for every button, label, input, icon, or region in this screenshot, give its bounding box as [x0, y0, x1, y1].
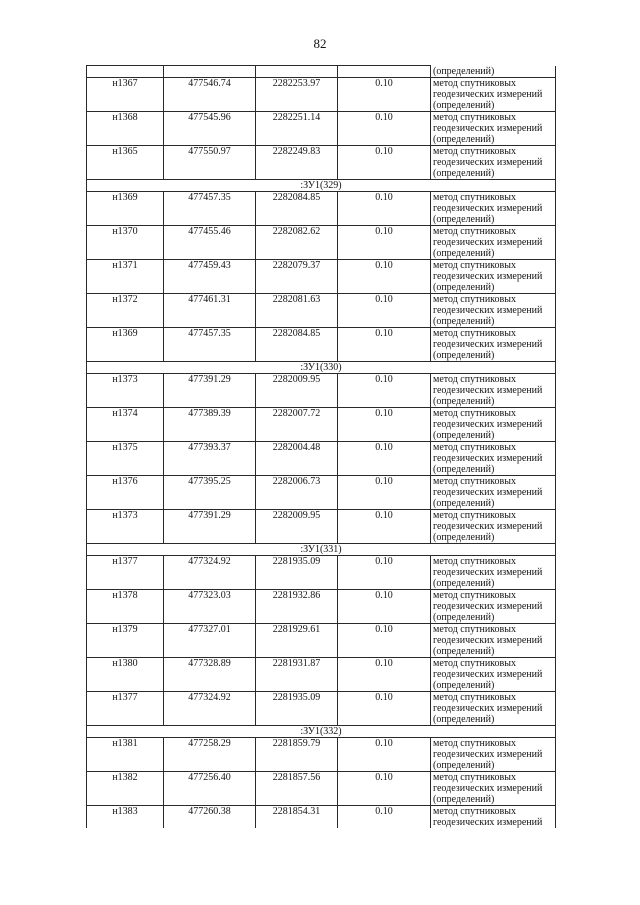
point-id-cell: н1376: [87, 476, 164, 510]
method-text-line: геодезических измерений: [433, 123, 543, 134]
section-header-row: [87, 180, 556, 192]
y-coordinate-cell: 2281931.87: [256, 658, 338, 692]
method-cell: [431, 294, 556, 328]
accuracy-cell: 0.10: [338, 260, 431, 294]
method-text-line: метод спутниковых: [433, 146, 516, 157]
method-cell: [431, 476, 556, 510]
coordinates-table: [86, 65, 556, 828]
point-id-cell: н1383: [87, 806, 164, 829]
method-text-line: (определений): [433, 714, 495, 725]
accuracy-cell: 0.10: [338, 738, 431, 772]
method-text-line: (определений): [433, 680, 495, 691]
method-text-line: метод спутниковых: [433, 692, 516, 703]
table-row: [87, 692, 556, 726]
point-id-cell: н1367: [87, 78, 164, 112]
method-text-line: геодезических измерений: [433, 521, 543, 532]
method-text-line: метод спутниковых: [433, 374, 516, 385]
method-cell: [431, 112, 556, 146]
point-id-cell: н1378: [87, 590, 164, 624]
method-text-line: геодезических измерений: [433, 487, 543, 498]
method-text-line: (определений): [433, 214, 495, 225]
table-row: [87, 590, 556, 624]
method-text-line: метод спутниковых: [433, 556, 516, 567]
y-coordinate-cell: 2282251.14: [256, 112, 338, 146]
accuracy-cell: 0.10: [338, 510, 431, 544]
method-text-line: геодезических измерений: [433, 669, 543, 680]
table-row: [87, 442, 556, 476]
method-cell: [431, 78, 556, 112]
method-text-line: геодезических измерений: [433, 783, 543, 794]
method-text-line: метод спутниковых: [433, 294, 516, 305]
method-text-line: геодезических измерений: [433, 635, 543, 646]
method-cell: [431, 374, 556, 408]
method-text-line: геодезических измерений: [433, 567, 543, 578]
accuracy-cell: 0.10: [338, 658, 431, 692]
y-coordinate-cell: 2281859.79: [256, 738, 338, 772]
method-cell: [431, 806, 556, 829]
y-coordinate-cell: 2282249.83: [256, 146, 338, 180]
method-cell: [431, 260, 556, 294]
method-text-line: геодезических измерений: [433, 703, 543, 714]
method-cell: [431, 192, 556, 226]
x-coordinate-cell: 477393.37: [164, 442, 256, 476]
accuracy-cell: 0.10: [338, 78, 431, 112]
x-coordinate-cell: 477327.01: [164, 624, 256, 658]
table-row: [87, 260, 556, 294]
point-id-cell: н1370: [87, 226, 164, 260]
method-text-line: (определений): [433, 282, 495, 293]
y-coordinate-cell: 2282007.72: [256, 408, 338, 442]
point-id-cell: н1373: [87, 374, 164, 408]
accuracy-cell: 0.10: [338, 408, 431, 442]
method-text-line: метод спутниковых: [433, 78, 516, 89]
accuracy-cell: 0.10: [338, 442, 431, 476]
y-coordinate-cell: 2282006.73: [256, 476, 338, 510]
method-text-line: (определений): [433, 248, 495, 259]
method-text-line: геодезических измерений: [433, 89, 543, 100]
method-cell: [431, 66, 556, 78]
method-text-line: геодезических измерений: [433, 817, 543, 828]
method-text-line: геодезических измерений: [433, 237, 543, 248]
point-id-cell: н1369: [87, 192, 164, 226]
method-text-line: (определений): [433, 532, 495, 543]
method-cell: [431, 408, 556, 442]
accuracy-cell: 0.10: [338, 192, 431, 226]
accuracy-cell: 0.10: [338, 590, 431, 624]
table-row: [87, 328, 556, 362]
point-id-cell: н1375: [87, 442, 164, 476]
point-id-cell: н1371: [87, 260, 164, 294]
accuracy-cell: 0.10: [338, 328, 431, 362]
accuracy-cell: 0.10: [338, 476, 431, 510]
accuracy-cell: 0.10: [338, 112, 431, 146]
y-coordinate-cell: 2282084.85: [256, 328, 338, 362]
method-text-line: метод спутниковых: [433, 658, 516, 669]
accuracy-cell: 0.10: [338, 772, 431, 806]
y-coordinate-cell: 2282084.85: [256, 192, 338, 226]
y-coordinate-cell: 2281929.61: [256, 624, 338, 658]
point-id-cell: н1381: [87, 738, 164, 772]
accuracy-cell: 0.10: [338, 226, 431, 260]
table-row: [87, 806, 556, 829]
accuracy-cell: 0.10: [338, 556, 431, 590]
method-text-line: (определений): [433, 578, 495, 589]
y-coordinate-cell: 2282081.63: [256, 294, 338, 328]
method-text-line: (определений): [433, 612, 495, 623]
x-coordinate-cell: 477455.46: [164, 226, 256, 260]
table-row: [87, 772, 556, 806]
y-coordinate-cell: 2281854.31: [256, 806, 338, 829]
table-row: [87, 112, 556, 146]
method-text-line: метод спутниковых: [433, 260, 516, 271]
method-text-line: (определений): [433, 100, 495, 111]
point-id-cell: н1373: [87, 510, 164, 544]
method-cell: [431, 510, 556, 544]
table-row: [87, 476, 556, 510]
table-row: [87, 374, 556, 408]
accuracy-cell: 0.10: [338, 624, 431, 658]
section-header: :ЗУ1(331): [87, 544, 556, 556]
point-id-cell: н1369: [87, 328, 164, 362]
y-coordinate-cell: 2282004.48: [256, 442, 338, 476]
x-coordinate-cell: 477546.74: [164, 78, 256, 112]
method-text-line: метод спутниковых: [433, 772, 516, 783]
x-coordinate-cell: 477391.29: [164, 510, 256, 544]
method-text-line: метод спутниковых: [433, 226, 516, 237]
method-text-line: геодезических измерений: [433, 203, 543, 214]
point-id-cell: н1377: [87, 556, 164, 590]
method-text-line: метод спутниковых: [433, 328, 516, 339]
method-text-line: метод спутниковых: [433, 806, 516, 817]
method-cell: [431, 658, 556, 692]
table-row: [87, 192, 556, 226]
method-text-line: геодезических измерений: [433, 453, 543, 464]
empty-cell: [256, 66, 338, 78]
x-coordinate-cell: 477324.92: [164, 692, 256, 726]
continuation-row: [87, 66, 556, 78]
table-row: [87, 226, 556, 260]
section-header-row: [87, 726, 556, 738]
method-text-line: геодезических измерений: [433, 749, 543, 760]
table-row: [87, 738, 556, 772]
x-coordinate-cell: 477461.31: [164, 294, 256, 328]
table-row: [87, 556, 556, 590]
x-coordinate-cell: 477391.29: [164, 374, 256, 408]
method-text-line: (определений): [433, 760, 495, 771]
method-text-line: (определений): [433, 430, 495, 441]
method-text-line: метод спутниковых: [433, 738, 516, 749]
table-row: [87, 658, 556, 692]
method-text-line: метод спутниковых: [433, 590, 516, 601]
method-text-line: (определений): [433, 794, 495, 805]
x-coordinate-cell: 477545.96: [164, 112, 256, 146]
x-coordinate-cell: 477324.92: [164, 556, 256, 590]
point-id-cell: н1379: [87, 624, 164, 658]
method-text-line: (определений): [433, 316, 495, 327]
x-coordinate-cell: 477260.38: [164, 806, 256, 829]
method-text-line: (определений): [433, 396, 495, 407]
point-id-cell: н1372: [87, 294, 164, 328]
method-text-line: (определений): [433, 464, 495, 475]
method-text-line: метод спутниковых: [433, 112, 516, 123]
point-id-cell: н1382: [87, 772, 164, 806]
method-text-line: (определений): [433, 498, 495, 509]
method-text-line: (определений): [433, 65, 495, 77]
y-coordinate-cell: 2282082.62: [256, 226, 338, 260]
method-text-line: метод спутниковых: [433, 408, 516, 419]
accuracy-cell: 0.10: [338, 692, 431, 726]
method-text-line: (определений): [433, 646, 495, 657]
accuracy-cell: 0.10: [338, 294, 431, 328]
method-text-line: метод спутниковых: [433, 510, 516, 521]
y-coordinate-cell: 2282009.95: [256, 374, 338, 408]
y-coordinate-cell: 2282009.95: [256, 510, 338, 544]
method-cell: [431, 226, 556, 260]
method-cell: [431, 738, 556, 772]
method-cell: [431, 556, 556, 590]
point-id-cell: н1380: [87, 658, 164, 692]
method-text-line: геодезических измерений: [433, 305, 543, 316]
method-text-line: геодезических измерений: [433, 601, 543, 612]
method-cell: [431, 772, 556, 806]
x-coordinate-cell: 477328.89: [164, 658, 256, 692]
y-coordinate-cell: 2281857.56: [256, 772, 338, 806]
accuracy-cell: 0.10: [338, 806, 431, 829]
accuracy-cell: 0.10: [338, 374, 431, 408]
method-text-line: метод спутниковых: [433, 476, 516, 487]
y-coordinate-cell: 2282253.97: [256, 78, 338, 112]
empty-cell: [164, 66, 256, 78]
method-text-line: геодезических измерений: [433, 339, 543, 350]
y-coordinate-cell: 2281932.86: [256, 590, 338, 624]
point-id-cell: н1377: [87, 692, 164, 726]
section-header: :ЗУ1(332): [87, 726, 556, 738]
method-text-line: метод спутниковых: [433, 442, 516, 453]
method-text-line: (определений): [433, 168, 495, 179]
method-cell: [431, 328, 556, 362]
y-coordinate-cell: 2282079.37: [256, 260, 338, 294]
y-coordinate-cell: 2281935.09: [256, 692, 338, 726]
method-cell: [431, 590, 556, 624]
x-coordinate-cell: 477389.39: [164, 408, 256, 442]
section-header-row: [87, 362, 556, 374]
section-header: :ЗУ1(330): [87, 362, 556, 374]
x-coordinate-cell: 477550.97: [164, 146, 256, 180]
method-text-line: геодезических измерений: [433, 271, 543, 282]
accuracy-cell: 0.10: [338, 146, 431, 180]
x-coordinate-cell: 477256.40: [164, 772, 256, 806]
point-id-cell: н1368: [87, 112, 164, 146]
x-coordinate-cell: 477457.35: [164, 192, 256, 226]
y-coordinate-cell: 2281935.09: [256, 556, 338, 590]
method-text-line: геодезических измерений: [433, 385, 543, 396]
coordinates-table-body: [87, 66, 556, 829]
point-id-cell: н1374: [87, 408, 164, 442]
method-text-line: метод спутниковых: [433, 624, 516, 635]
method-text-line: (определений): [433, 350, 495, 361]
method-cell: [431, 442, 556, 476]
page-number: 82: [313, 36, 327, 51]
method-cell: [431, 146, 556, 180]
empty-cell: [338, 66, 431, 78]
section-header: :ЗУ1(329): [87, 180, 556, 192]
table-row: [87, 78, 556, 112]
point-id-cell: н1365: [87, 146, 164, 180]
table-row: [87, 294, 556, 328]
table-row: [87, 146, 556, 180]
empty-cell: [87, 66, 164, 78]
method-text-line: метод спутниковых: [433, 192, 516, 203]
method-text-line: (определений): [433, 134, 495, 145]
method-cell: [431, 692, 556, 726]
x-coordinate-cell: 477459.43: [164, 260, 256, 294]
x-coordinate-cell: 477457.35: [164, 328, 256, 362]
x-coordinate-cell: 477258.29: [164, 738, 256, 772]
section-header-row: [87, 544, 556, 556]
table-row: [87, 624, 556, 658]
x-coordinate-cell: 477323.03: [164, 590, 256, 624]
method-cell: [431, 624, 556, 658]
table-row: [87, 510, 556, 544]
method-text-line: геодезических измерений: [433, 419, 543, 430]
x-coordinate-cell: 477395.25: [164, 476, 256, 510]
method-text-line: геодезических измерений: [433, 157, 543, 168]
table-row: [87, 408, 556, 442]
